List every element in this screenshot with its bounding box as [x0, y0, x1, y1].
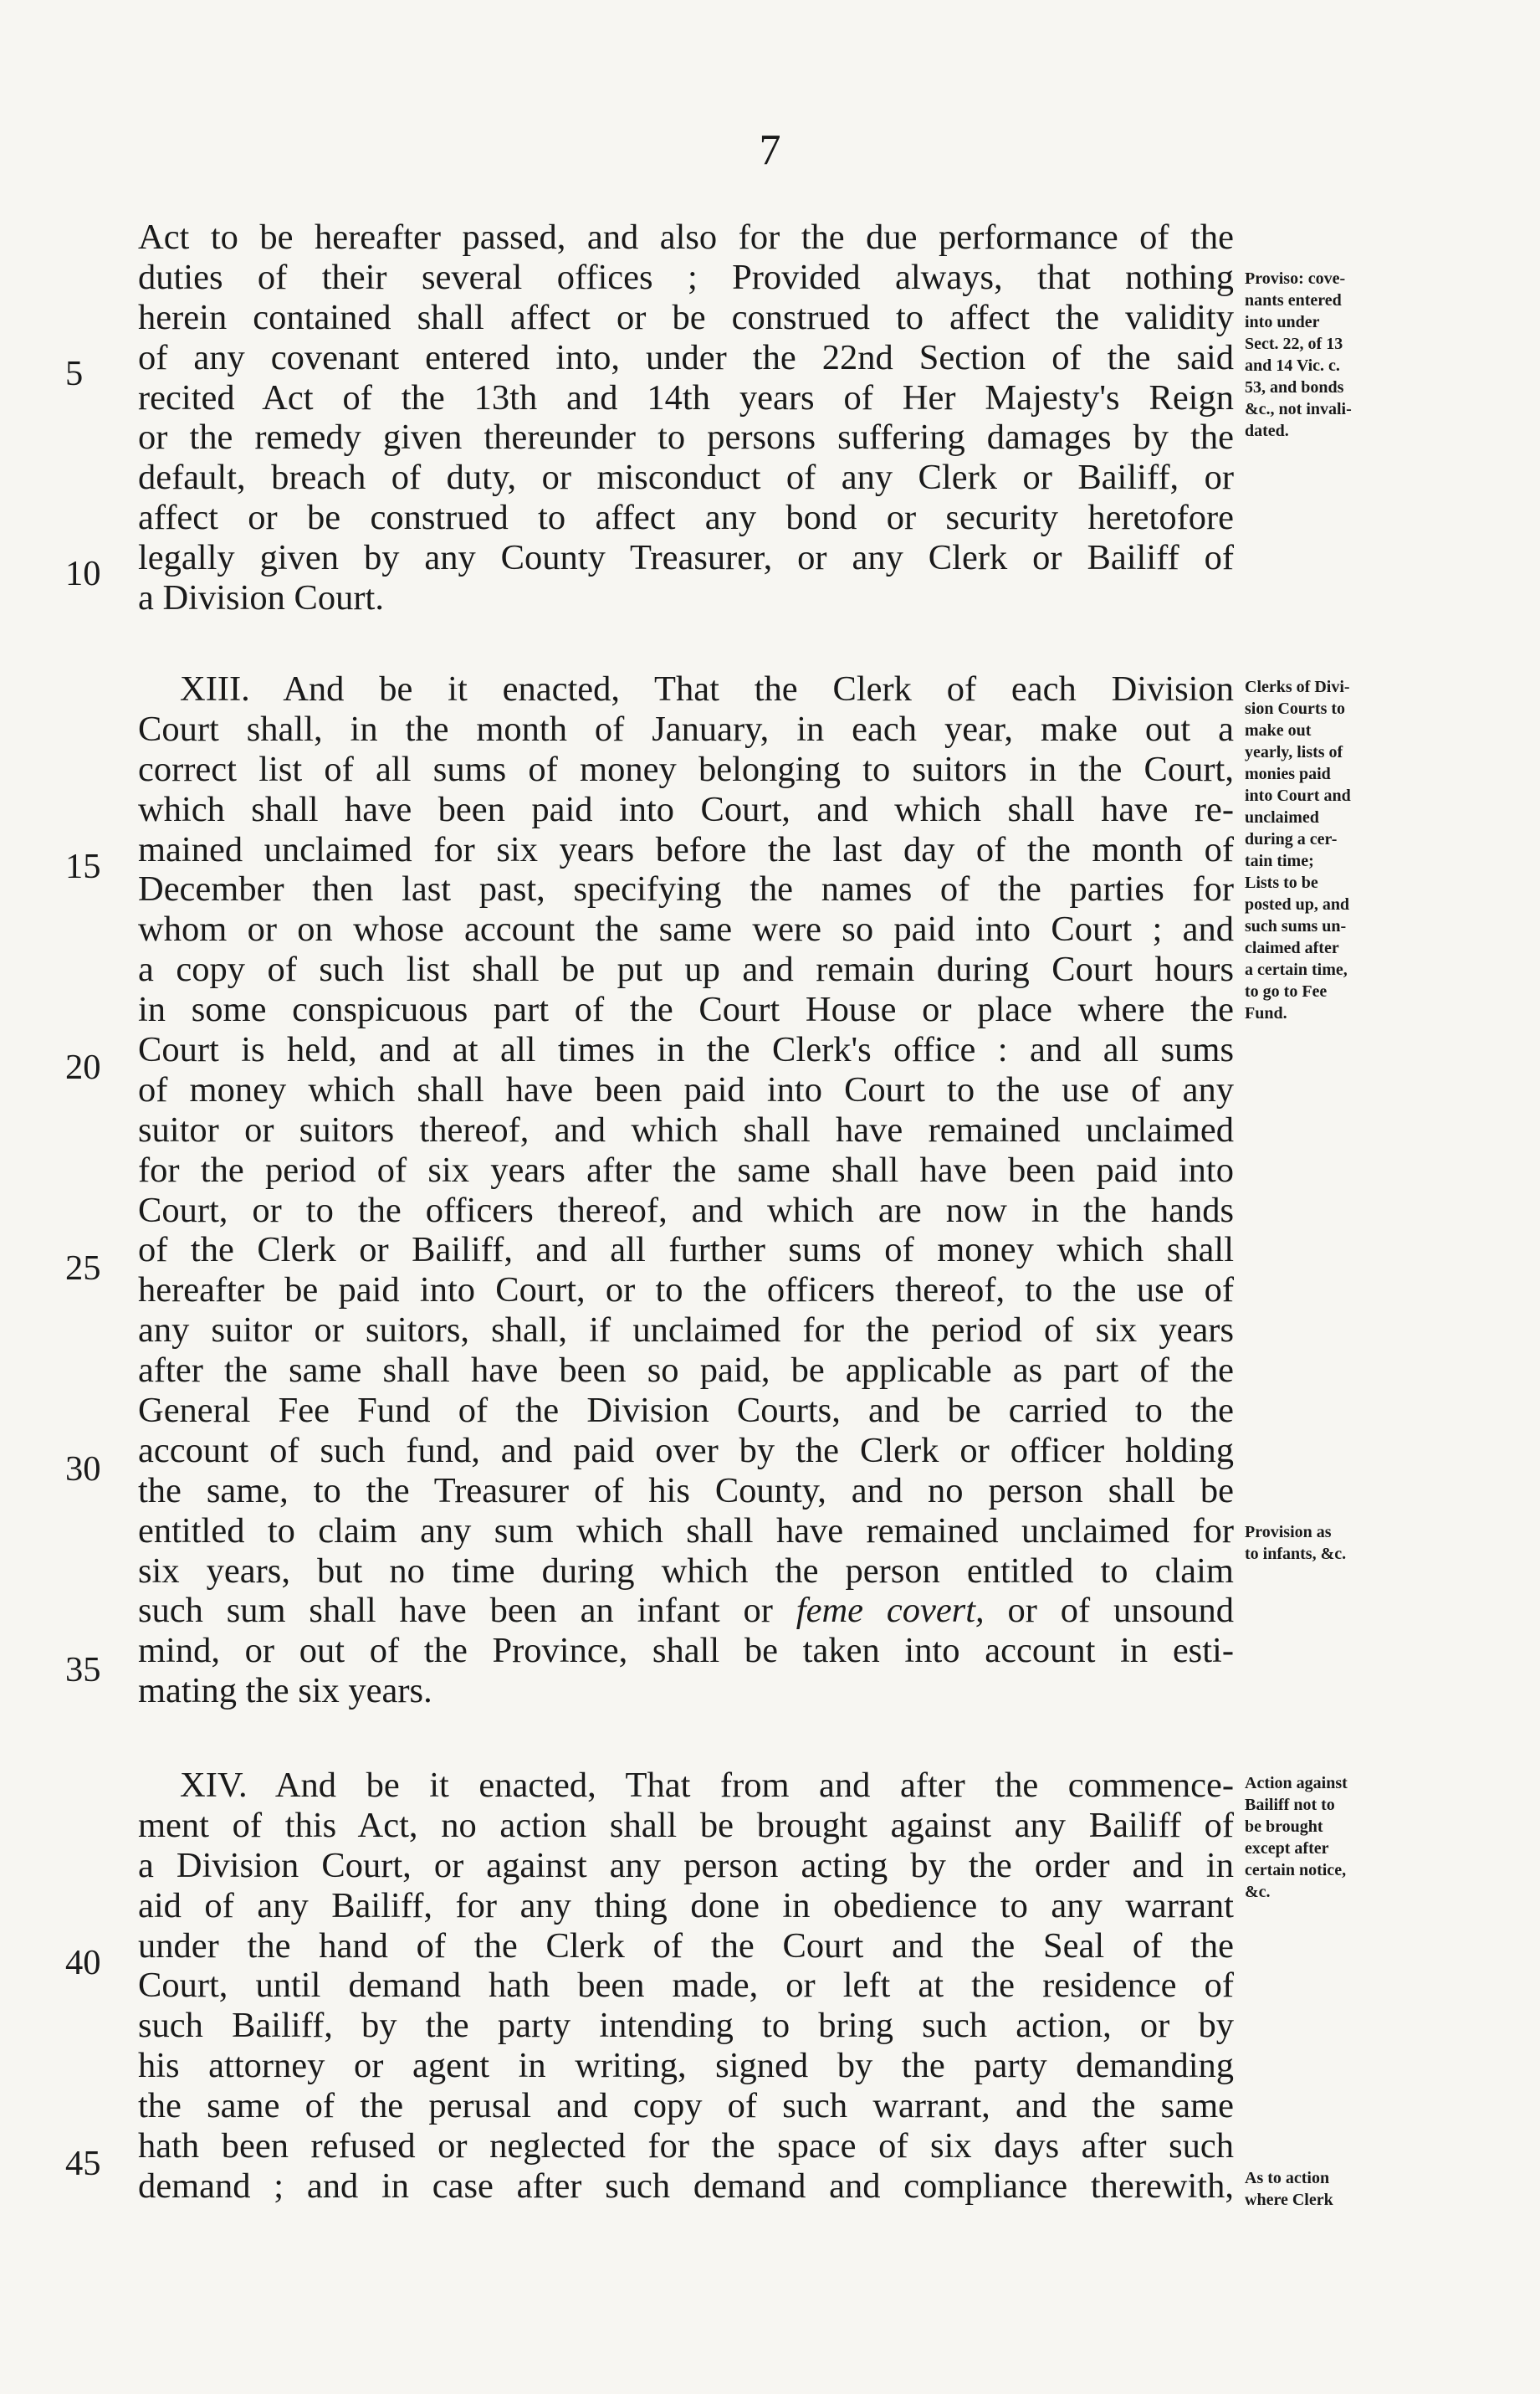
text-line: Court is held, and at all times in the Clerk's office : and all sums — [138, 1030, 1234, 1070]
line-number: 10 — [65, 554, 101, 593]
text-line: or the remedy given thereunder to persons suffering damages by the — [138, 418, 1234, 458]
line-number: 40 — [65, 1943, 101, 1982]
text-line: herein contained shall affect or be construed to affect the validity — [138, 297, 1234, 337]
note-line: certain notice, — [1245, 1861, 1347, 1879]
text-line: aid of any Bailiff, for any thing done in obedience to any warrant — [138, 1885, 1234, 1925]
section-xiv — [138, 1766, 1234, 2207]
note-line: &c., not invali- — [1245, 400, 1352, 418]
line-number: 20 — [65, 1048, 101, 1087]
text-line: of any covenant entered into, under the 22nd Section of the said — [138, 337, 1234, 377]
text-fragment: or of unsound — [984, 1591, 1234, 1631]
note-line: Fund. — [1245, 1004, 1287, 1023]
text-line: account of such fund, and paid over by the Clerk or officer holding — [138, 1430, 1234, 1470]
note-line: nants entered — [1245, 291, 1342, 310]
note-line: monies paid — [1245, 765, 1331, 783]
text-line: affect or be construed to affect any bond or security heretofore — [138, 498, 1234, 538]
note-line: into under — [1245, 313, 1320, 331]
text-line: ment of this Act, no action shall be brought against any Bailiff of — [138, 1805, 1234, 1845]
text-line: suitor or suitors thereof, and which shall have remained unclaimed — [138, 1110, 1234, 1150]
note-line: such sums un- — [1245, 917, 1347, 936]
note-line: unclaimed — [1245, 808, 1319, 827]
line-number: 5 — [65, 354, 84, 393]
margin-note-proviso — [1245, 268, 1433, 442]
text-line: under the hand of the Clerk of the Court and the Seal of the — [138, 1925, 1234, 1966]
text-line: Court, or to the officers thereof, and which are now in the hands — [138, 1190, 1234, 1230]
note-line: tain time; — [1245, 852, 1314, 870]
note-line: into Court and — [1245, 787, 1351, 805]
note-line: claimed after — [1245, 939, 1339, 957]
text-line: of money which shall have been paid into Court to the use of any — [138, 1069, 1234, 1110]
note-line: yearly, lists of — [1245, 743, 1343, 761]
text-line: the same of the perusal and copy of such warrant, and the same — [138, 2086, 1234, 2126]
note-line: posted up, and — [1245, 895, 1350, 914]
note-line: As to action — [1245, 2169, 1330, 2187]
margin-note-action-bailiff — [1245, 1772, 1433, 1903]
text-line: six years, but no time during which the person entitled to claim — [138, 1551, 1234, 1591]
page-number: 7 — [759, 126, 781, 174]
line-number: 35 — [65, 1650, 101, 1689]
note-line: to infants, &c. — [1245, 1545, 1347, 1563]
note-line: dated. — [1245, 422, 1289, 440]
note-line: Proviso: cove- — [1245, 269, 1346, 288]
note-line: sion Courts to — [1245, 700, 1346, 718]
text-line: any suitor or suitors, shall, if unclaimed for the period of six years — [138, 1310, 1234, 1351]
text-line: entitled to claim any sum which shall have remained unclaimed for — [138, 1510, 1234, 1551]
text-line: hath been refused or neglected for the space of six days after such — [138, 2126, 1234, 2166]
text-line: General Fee Fund of the Division Courts, and be carried to the — [138, 1391, 1234, 1431]
text-fragment: such sum shall have been an infant or — [138, 1591, 773, 1631]
text-line: whom or on whose account the same were so paid into Court ; and — [138, 910, 1234, 950]
text-line: XIII. And be it enacted, That the Clerk of each Division — [180, 669, 1234, 709]
text-line: Court, until demand hath been made, or left at the residence of — [138, 1966, 1234, 2006]
note-line: Provision as — [1245, 1523, 1332, 1541]
margin-note-infants — [1245, 1521, 1433, 1565]
text-line: a Division Court. — [138, 578, 384, 618]
text-line: in some conspicuous part of the Court House or place where the — [138, 990, 1234, 1030]
line-number: 15 — [65, 847, 101, 886]
margin-note-action-clerk — [1245, 2167, 1433, 2211]
line-number: 45 — [65, 2144, 101, 2183]
text-line: mating the six years. — [138, 1671, 432, 1711]
text-line: the same, to the Treasurer of his County, and no person shall be — [138, 1470, 1234, 1510]
note-line: make out — [1245, 721, 1312, 740]
note-line: and 14 Vic. c. — [1245, 356, 1340, 375]
note-line: Clerks of Divi- — [1245, 678, 1350, 696]
text-line: hereafter be paid into Court, or to the officers thereof, to the use of — [138, 1270, 1234, 1310]
text-line: XIV. And be it enacted, That from and after the commence- — [180, 1766, 1234, 1805]
italic-phrase: feme covert, — [796, 1591, 985, 1631]
note-line: except after — [1245, 1839, 1329, 1858]
text-line: recited Act of the 13th and 14th years of Her Majesty's Reign — [138, 377, 1234, 418]
text-line: which shall have been paid into Court, and which shall have re- — [138, 789, 1234, 829]
note-line: Sect. 22, of 13 — [1245, 335, 1343, 353]
text-line: legally given by any County Treasurer, or any Clerk or Bailiff of — [138, 538, 1234, 578]
note-line: 53, and bonds — [1245, 378, 1344, 397]
text-line: mind, or out of the Province, shall be taken into account in esti- — [138, 1631, 1234, 1671]
text-line: a Division Court, or against any person acting by the order and in — [138, 1845, 1234, 1885]
text-line: demand ; and in case after such demand and compliance therewith, — [138, 2166, 1234, 2206]
note-line: to go to Fee — [1245, 982, 1328, 1001]
note-line: during a cer- — [1245, 830, 1338, 848]
text-line: Court shall, in the month of January, in each year, make out a — [138, 709, 1234, 749]
text-line: such Bailiff, by the party intending to bring such action, or by — [138, 2006, 1234, 2046]
text-line: mained unclaimed for six years before the last day of the month of — [138, 829, 1234, 869]
note-line: Action against — [1245, 1774, 1348, 1792]
text-line: for the period of six years after the same shall have been paid into — [138, 1150, 1234, 1190]
text-line-with-italic — [138, 1591, 1234, 1631]
text-line: default, breach of duty, or misconduct of any Clerk or Bailiff, or — [138, 458, 1234, 498]
text-line: his attorney or agent in writing, signed by the party demanding — [138, 2046, 1234, 2086]
note-line: be brought — [1245, 1817, 1323, 1836]
text-line: a copy of such list shall be put up and remain during Court hours — [138, 950, 1234, 990]
line-number: 25 — [65, 1248, 101, 1288]
line-number: 30 — [65, 1449, 101, 1489]
note-line: a certain time, — [1245, 961, 1348, 979]
text-line: correct list of all sums of money belonging to suitors in the Court, — [138, 749, 1234, 789]
note-line: where Clerk — [1245, 2191, 1333, 2209]
note-line: &c. — [1245, 1883, 1271, 1901]
margin-note-clerks — [1245, 676, 1433, 1024]
paragraph-continuation — [138, 218, 1234, 618]
text-line: of the Clerk or Bailiff, and all further sums of money which shall — [138, 1230, 1234, 1270]
section-xiii — [138, 669, 1234, 1711]
note-line: Bailiff not to — [1245, 1796, 1335, 1814]
text-line: Act to be hereafter passed, and also for the due performance of the — [138, 218, 1234, 257]
text-line: duties of their several offices ; Provided always, that nothing — [138, 257, 1234, 297]
text-line: December then last past, specifying the names of the parties for — [138, 869, 1234, 910]
text-line: after the same shall have been so paid, be applicable as part of the — [138, 1351, 1234, 1391]
note-line: Lists to be — [1245, 874, 1318, 892]
